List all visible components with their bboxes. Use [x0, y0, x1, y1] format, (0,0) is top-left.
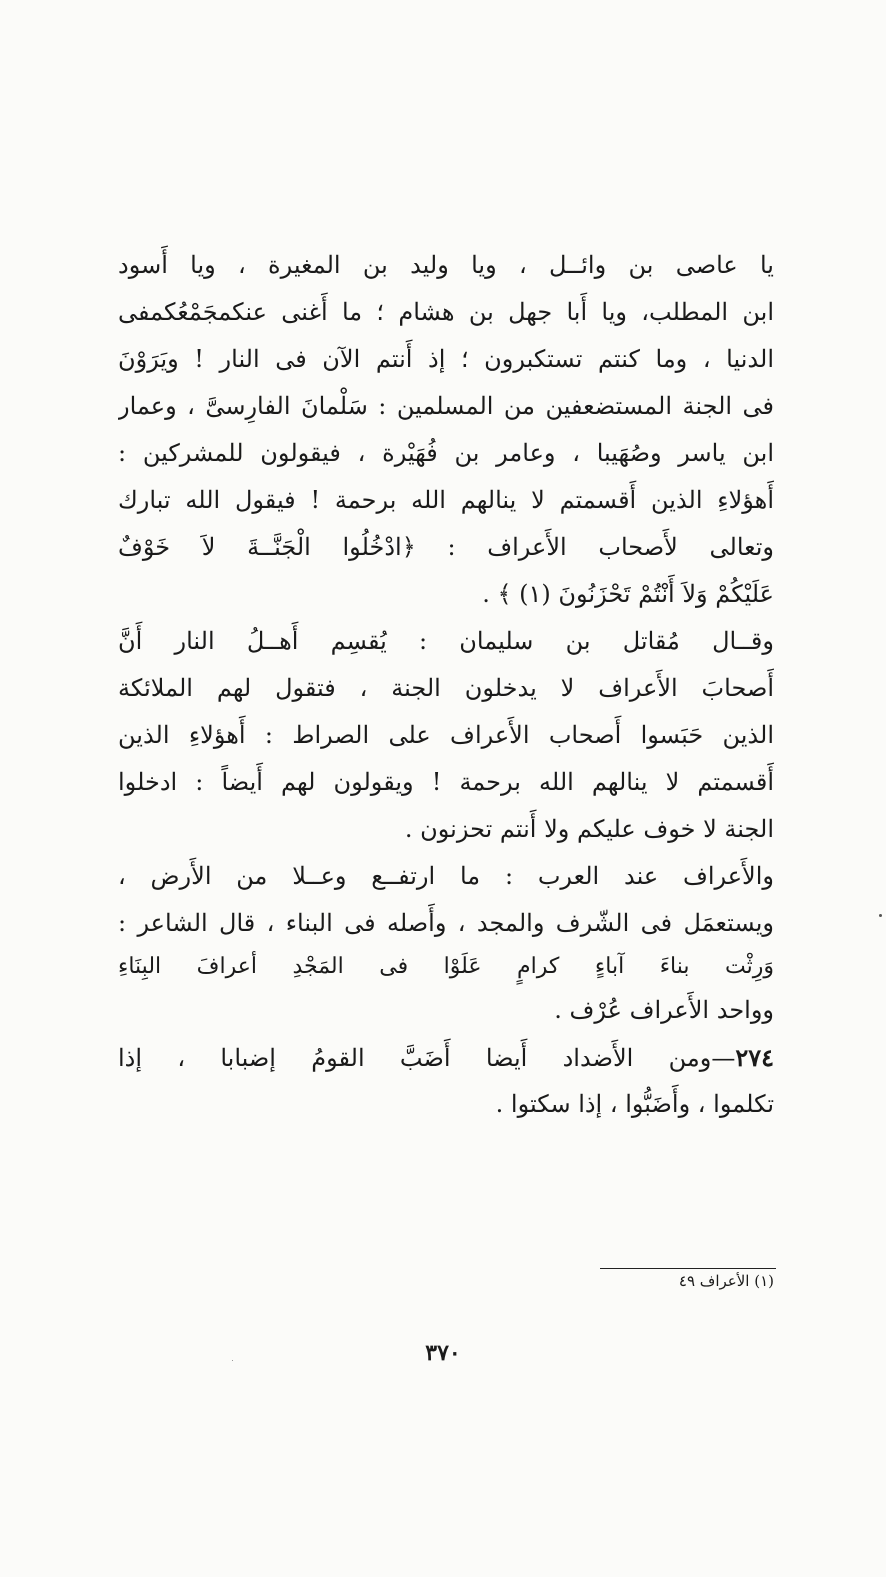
- text-line: ابن ياسر وصُهَيبا ، وعامر بن فُهَيْرة ، فيقولون للمشركين :: [118, 439, 774, 467]
- text-line: وقــال مُقاتل بن سليمان : يُقسِم أَهــلُ النار أَنَّ: [118, 627, 774, 655]
- entry-text: —ومن الأَضداد أَيضا أَضَبَّ القومُ إضبابا ، إذا: [118, 1044, 736, 1072]
- text-line: ويستعمَل فى الشّرف والمجد ، وأَصله فى البناء ، قال الشاعر :: [118, 909, 774, 937]
- text-line: الجنة لا خوف عليكم ولا أَنتم تحزنون .: [404, 815, 774, 843]
- text-line: والأَعراف عند العرب : ما ارتفــع وعــلا من الأَرض ،: [118, 862, 774, 890]
- text-line: أَقسمتم لا ينالهم الله برحمة ! ويقولون لهم أَيضاً : ادخلوا: [118, 768, 774, 796]
- text-line: الدنيا ، وما كنتم تستكبرون ؛ إذ أَنتم الآن فى النار ! ويَرَوْنَ: [118, 345, 774, 373]
- poetry-verse: وَرِثْت بناءَ آباءٍ كرامٍ عَلَوْا فى المَجْدِ أعرافَ البِنَاءِ: [118, 954, 774, 979]
- entry-274-line: [118, 1034, 774, 1081]
- margin-dot: [879, 914, 882, 917]
- entry-number: ٢٧٤: [735, 1043, 774, 1072]
- scan-speck: [232, 1360, 233, 1361]
- text-line: تكلموا ، وأَضَبُّوا ، إذا سكتوا .: [495, 1090, 774, 1118]
- text-line: وواحد الأَعراف عُرْف .: [554, 996, 774, 1024]
- page-number: ٣٧٠: [425, 1340, 461, 1366]
- text-line: يا عاصى بن وائــل ، ويا وليد بن المغيرة ، ويا أَسود: [118, 251, 774, 279]
- text-line: الذين حَبَسوا أَصحاب الأَعراف على الصراط : أَهؤلاءِ الذين: [118, 721, 774, 749]
- text-line: أَهؤلاءِ الذين أَقسمتم لا ينالهم الله برحمة ! فيقول الله تبارك: [118, 486, 774, 514]
- footnote: (١) الأعراف ٤٩: [678, 1272, 774, 1290]
- text-line: ابن المطلب، ويا أَبا جهل بن هشام ؛ ما أَغنى عنكمجَمْعُكمفى: [118, 298, 774, 326]
- text-line: عَلَيْكُمْ وَلاَ أَنْتُمْ تَحْزَنُونَ (١) ﴾ .: [482, 580, 774, 608]
- text-line: فى الجنة المستضعفين من المسلمين : سَلْمانَ الفارِسىَّ ، وعمار: [118, 392, 774, 420]
- text-line: وتعالى لأَصحاب الأَعراف : ﴿ادْخُلُوا الْجَنَّــةَ لاَ خَوْفٌ: [118, 533, 774, 561]
- main-text: [118, 242, 774, 1128]
- text-line: أَصحابَ الأَعراف لا يدخلون الجنة ، فتقول لهم الملائكة: [118, 674, 774, 702]
- footnote-divider: [600, 1268, 776, 1269]
